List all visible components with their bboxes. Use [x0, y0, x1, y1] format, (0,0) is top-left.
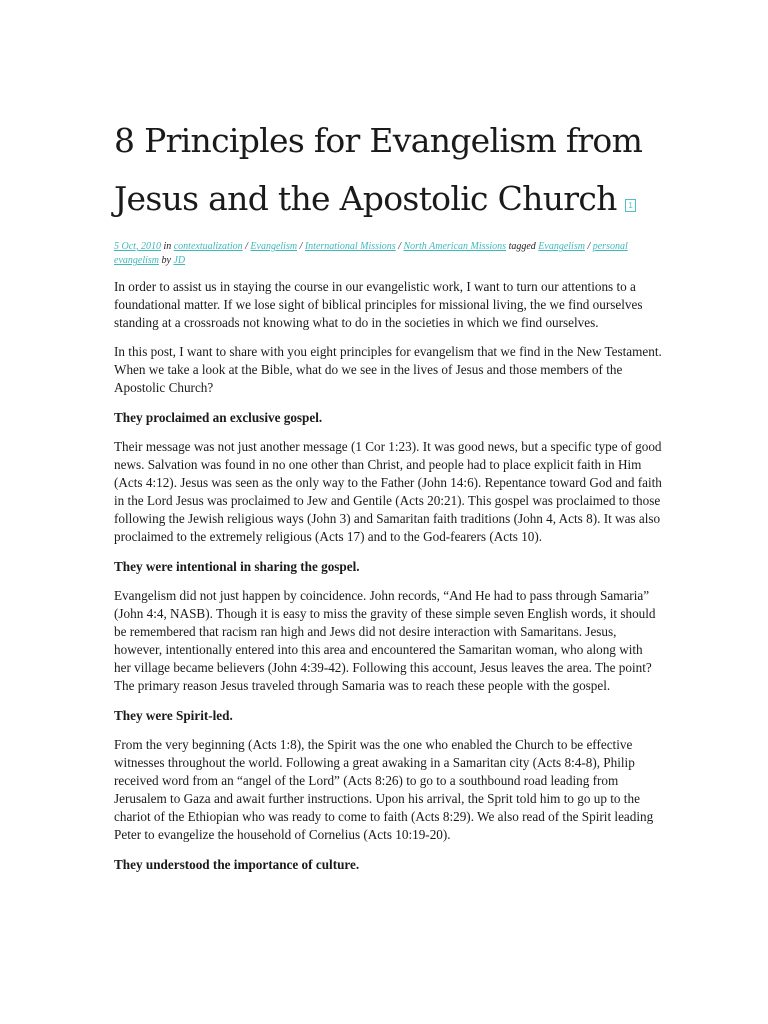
principle-heading-1: They proclaimed an exclusive gospel.	[114, 410, 323, 425]
principle-paragraph-3: From the very beginning (Acts 1:8), the Spirit was the one who enabled the Church to be effective witnesses throughout the world. Following a great awaking in a Samaritan city (Acts 8:4-8), Philip received word from an “angel of the Lord” (Acts 8:26) to go to a southbound road leading from Jerusalem to Gaza and await further instructions. Upon his arrival, the Sprit told him to go up to the chariot of the Ethiopian who was ready to come to faith (Acts 8:29). We also read of the Spirit leading Peter to evangelize the household of Cornelius (Acts 10:19-20).	[114, 737, 654, 842]
article-title	[114, 112, 662, 228]
principle-heading-4: They understood the importance of culture.	[114, 857, 360, 872]
post-meta: 5 Oct, 2010 in contextualization / Evangelism / International Missions / North American Missions tagged Evangelism / personal evangelism by JD	[114, 241, 628, 266]
category-link-international-missions[interactable]: International Missions	[304, 241, 396, 252]
principle-heading-2: They were intentional in sharing the gospel.	[114, 559, 360, 574]
category-link-contextualization[interactable]: contextualization	[173, 241, 243, 252]
meta-tagged-word: tagged	[508, 241, 536, 252]
principle-paragraph-2: Evangelism did not just happen by coincidence. John records, “And He had to pass through Samaria” (John 4:4, NASB). Though it is easy to miss the gravity of these simple seven English words, it should be remembered that racism ran high and Jews did not desire interaction with Samaritans. Jesus, however, intentionally entered into this area and encountered the Samaritan woman, who along with her village became believers (John 4:39-42). Following this account, Jesus leaves the area. The point? The primary reason Jesus traveled through Samaria was to reach these people with the gospel.	[114, 588, 656, 693]
post-date-link[interactable]: 5 Oct, 2010	[114, 241, 161, 252]
footnote-link-icon[interactable]: 1	[625, 199, 636, 212]
intro-paragraph-2: In this post, I want to share with you eight principles for evangelism that we find in the New Testament. When we take a look at the Bible, what do we see in the lives of Jesus and those members of the Apostolic Church?	[114, 344, 662, 395]
principle-paragraph-1: Their message was not just another message (1 Cor 1:23). It was good news, but a specific type of good news. Salvation was found in no one other than Christ, and people had to place explicit faith in Him (Acts 4:12). Jesus was seen as the only way to the Father (John 14:6). Repentance toward God and faith in the Lord Jesus was proclaimed to Jew and Gentile (Acts 20:21). This gospel was proclaimed to those following the Jewish religious ways (John 3) and Samaritan faith traditions (John 4, Acts 8). It was also proclaimed to the extremely religious (Acts 17) and to the God-fearers (Acts 10).	[114, 439, 662, 544]
intro-paragraph-1: In order to assist us in staying the course in our evangelistic work, I want to turn our attentions to a foundational matter. If we lose sight of biblical principles for missional living, the we find ourselves standing at a crossroads not knowing what to do in the societies in which we find ourselves.	[114, 279, 643, 330]
tag-link-evangelism[interactable]: Evangelism	[538, 241, 585, 252]
tag-link-personal-evangelism[interactable]: personal evangelism	[114, 241, 628, 266]
author-link[interactable]: JD	[173, 255, 186, 266]
principle-heading-3: They were Spirit-led.	[114, 708, 233, 723]
category-link-north-american-missions[interactable]: North American Missions	[403, 241, 507, 252]
article-title-text: 8 Principles for Evangelism from Jesus and the Apostolic Church	[114, 121, 643, 218]
meta-in-word: in	[163, 241, 172, 252]
category-link-evangelism[interactable]: Evangelism	[250, 241, 298, 252]
meta-by-word: by	[161, 255, 171, 266]
article	[114, 112, 662, 874]
